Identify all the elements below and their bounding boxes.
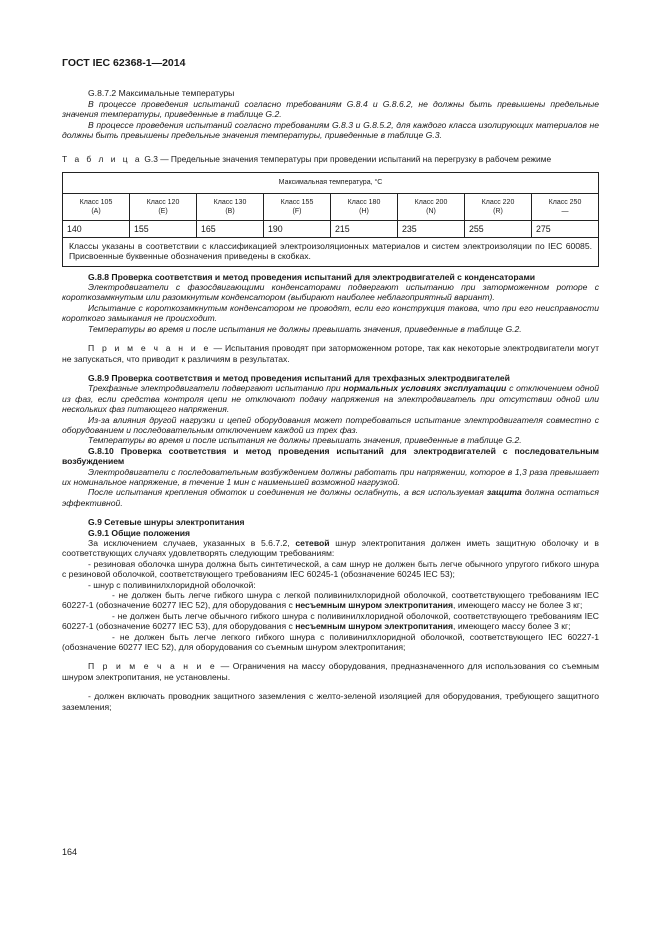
sub-list-item: - не должен быть легче легкого гибкого шнура с поливинилхлоридной оболочкой, соответствующего IEC 60227-1 (обозначение 60277 IEC 52), для оборудования со съемным шнуром электропитания; — [62, 631, 599, 653]
list-item: - шнур с поливинилхлоридной оболочкой: — [88, 579, 256, 590]
g872-paragraph-2: В процессе проведения испытаний согласно требованиям G.8.3 и G.8.5.2, для каждого класса изолирующих материалов не должны быть превышены предельные значения температуры, приведенные в таблице G.3. — [62, 119, 599, 141]
class-cell: Класс 130 (В) — [197, 193, 264, 220]
g89-paragraph-2: Из-за влияния другой нагрузки и цепей оборудования может потребоваться испытание электродвигателя совместно с оборудованием и последовательным отключением каждой из трех фаз. — [62, 414, 599, 435]
value-cell: 165 — [197, 220, 264, 237]
note-text: — Ограничения на массу оборудования, предназначенного для использования со съемным шнуром электропитания, не установлены. — [62, 661, 600, 682]
g91-note — [62, 661, 599, 682]
class-cell: Класс 220 (R) — [465, 193, 532, 220]
table-value-row — [63, 220, 599, 237]
temperature-table — [62, 172, 599, 267]
class-cell: Класс 155 (F) — [264, 193, 331, 220]
value-cell: 255 — [465, 220, 532, 237]
table-class-row — [63, 193, 599, 220]
g810-paragraph-1: Электродвигатели с последовательным возбуждением должны работать при напряжении, которое в 1,3 раза превышает их номинальное напряжение, в течение 1 мин с наименьшей возможной нагрузкой. — [62, 466, 599, 487]
g872-paragraph-1: В процессе проведения испытаний согласно требованиям G.8.4 и G.8.6.2, не должны быть превышены предельные значения температуры, приведенные в таблице G.2. — [62, 98, 599, 120]
list-item: - резиновая оболочка шнура должна быть синтетической, а сам шнур не должен быть легче обычного упругого гибкого шнура с резиновой оболочкой, соответствующего требованиям IEC 60245-1 (обозначение 60245 IEC 53); — [62, 558, 599, 580]
table-caption — [62, 154, 599, 164]
list-item: - должен включать проводник защитного заземления с желто-зеленой изоляцией для оборудования, требующего защитного заземления; — [62, 691, 599, 712]
section-g89-title: G.8.9 Проверка соответствия и метод проведения испытаний для трехфазных электродвигателей — [88, 372, 510, 383]
value-cell: 190 — [264, 220, 331, 237]
g89-paragraph-3: Температуры во время и после испытания не должны превышать значения, приведенные в таблице G.2. — [88, 435, 522, 446]
sub-list-item: - не должен быть легче обычного гибкого шнура с поливинилхлоридной оболочкой, соответствующего требованиям IEC 60227-1 (обозначение 60277 IEC 53), для оборудования с несъемным шнуром электропитания, имеющего массу более 3 кг; — [62, 610, 599, 632]
table-note: Классы указаны в соответствии с классификацией электроизоляционных материалов и систем электроизоляции по IEC 60085. Присвоенные буквенные обозначения приведены в скобках. — [63, 237, 599, 266]
note-label: П р и м е ч а н и е — [88, 661, 218, 672]
page-content — [62, 58, 599, 712]
g88-note — [62, 343, 599, 364]
sub-list-item: - не должен быть легче гибкого шнура с легкой поливинилхлоридной оболочкой, соответствующего требованиям IEC 60227-1 (обозначение 60277 IEC 52), для оборудования с несъемным шнуром электропитания, имеющего массу не более 3 кг; — [62, 590, 599, 611]
class-cell: Класс 200 (N) — [398, 193, 465, 220]
value-cell: 155 — [130, 220, 197, 237]
g88-paragraph-1: Электродвигатели с фазосдвигающими конденсаторами подвергают испытанию при заторможенном роторе с короткозамкнутым или разомкнутым конденсатором (выбирают наиболее неблагоприятный вариант). — [62, 282, 599, 303]
g91-intro: За исключением случаев, указанных в 5.6.7.2, сетевой шнур электропитания должен иметь защитную оболочку и в соответствующих случаях удовлетворять следующим требованиям: — [62, 538, 599, 559]
g88-paragraph-3: Температуры во время и после испытания не должны превышать значения, приведенные в таблице G.2. — [88, 323, 522, 334]
g810-paragraph-2: После испытания крепления обмоток и соединения не должны ослабнуть, а вся используемая защита должна остаться эффективной. — [62, 487, 600, 508]
section-g91-title: G.9.1 Общие положения — [88, 527, 191, 538]
section-g9-title: G.9 Сетевые шнуры электропитания — [88, 517, 245, 528]
document-header: ГОСТ IEC 62368-1—2014 — [62, 57, 186, 69]
class-cell: Класс 180 (Н) — [331, 193, 398, 220]
value-cell: 140 — [63, 220, 130, 237]
class-cell: Класс 105 (А) — [63, 193, 130, 220]
section-g872-title: G.8.7.2 Максимальные температуры — [88, 88, 235, 99]
note-label: П р и м е ч а н и е — [88, 343, 211, 354]
note-text: — Испытания проводят при заторможенном роторе, так как некоторые электродвигатели могут не запускаться, что приводит к различиям в результатах. — [62, 343, 600, 364]
page-number: 164 — [62, 847, 78, 857]
table-caption-prefix: Т а б л и ц а — [62, 154, 143, 165]
g88-paragraph-2: Испытание с короткозамкнутым конденсатором не проводят, если его конструкция такова, что при его неисправности короткого замыкания не происходит. — [62, 302, 599, 324]
section-g88-title: G.8.8 Проверка соответствия и метод проведения испытаний для электродвигателей с конденсаторами — [88, 271, 536, 282]
table-caption-text: G.3 — Предельные значения температуры при проведении испытаний на перегрузку в рабочем режиме — [144, 154, 552, 165]
class-cell: Класс 250 — — [532, 193, 599, 220]
g89-paragraph-1: Трехфазные электродвигатели подвергают испытанию при нормальных условиях эксплуатации с отключением одной из фаз, если средства контроля цепи не отключают подачу напряжения на электродвигатель при отсутствии одной или нескольких фаз питающего напряжения. — [62, 383, 599, 415]
class-cell: Класс 120 (Е) — [130, 193, 197, 220]
value-cell: 215 — [331, 220, 398, 237]
table-head: Максимальная температура, °С — [63, 172, 599, 193]
value-cell: 235 — [398, 220, 465, 237]
section-g810-title: G.8.10 Проверка соответствия и метод проведения испытаний для электродвигателей с последовательным возбуждением — [62, 445, 599, 467]
value-cell: 275 — [532, 220, 599, 237]
